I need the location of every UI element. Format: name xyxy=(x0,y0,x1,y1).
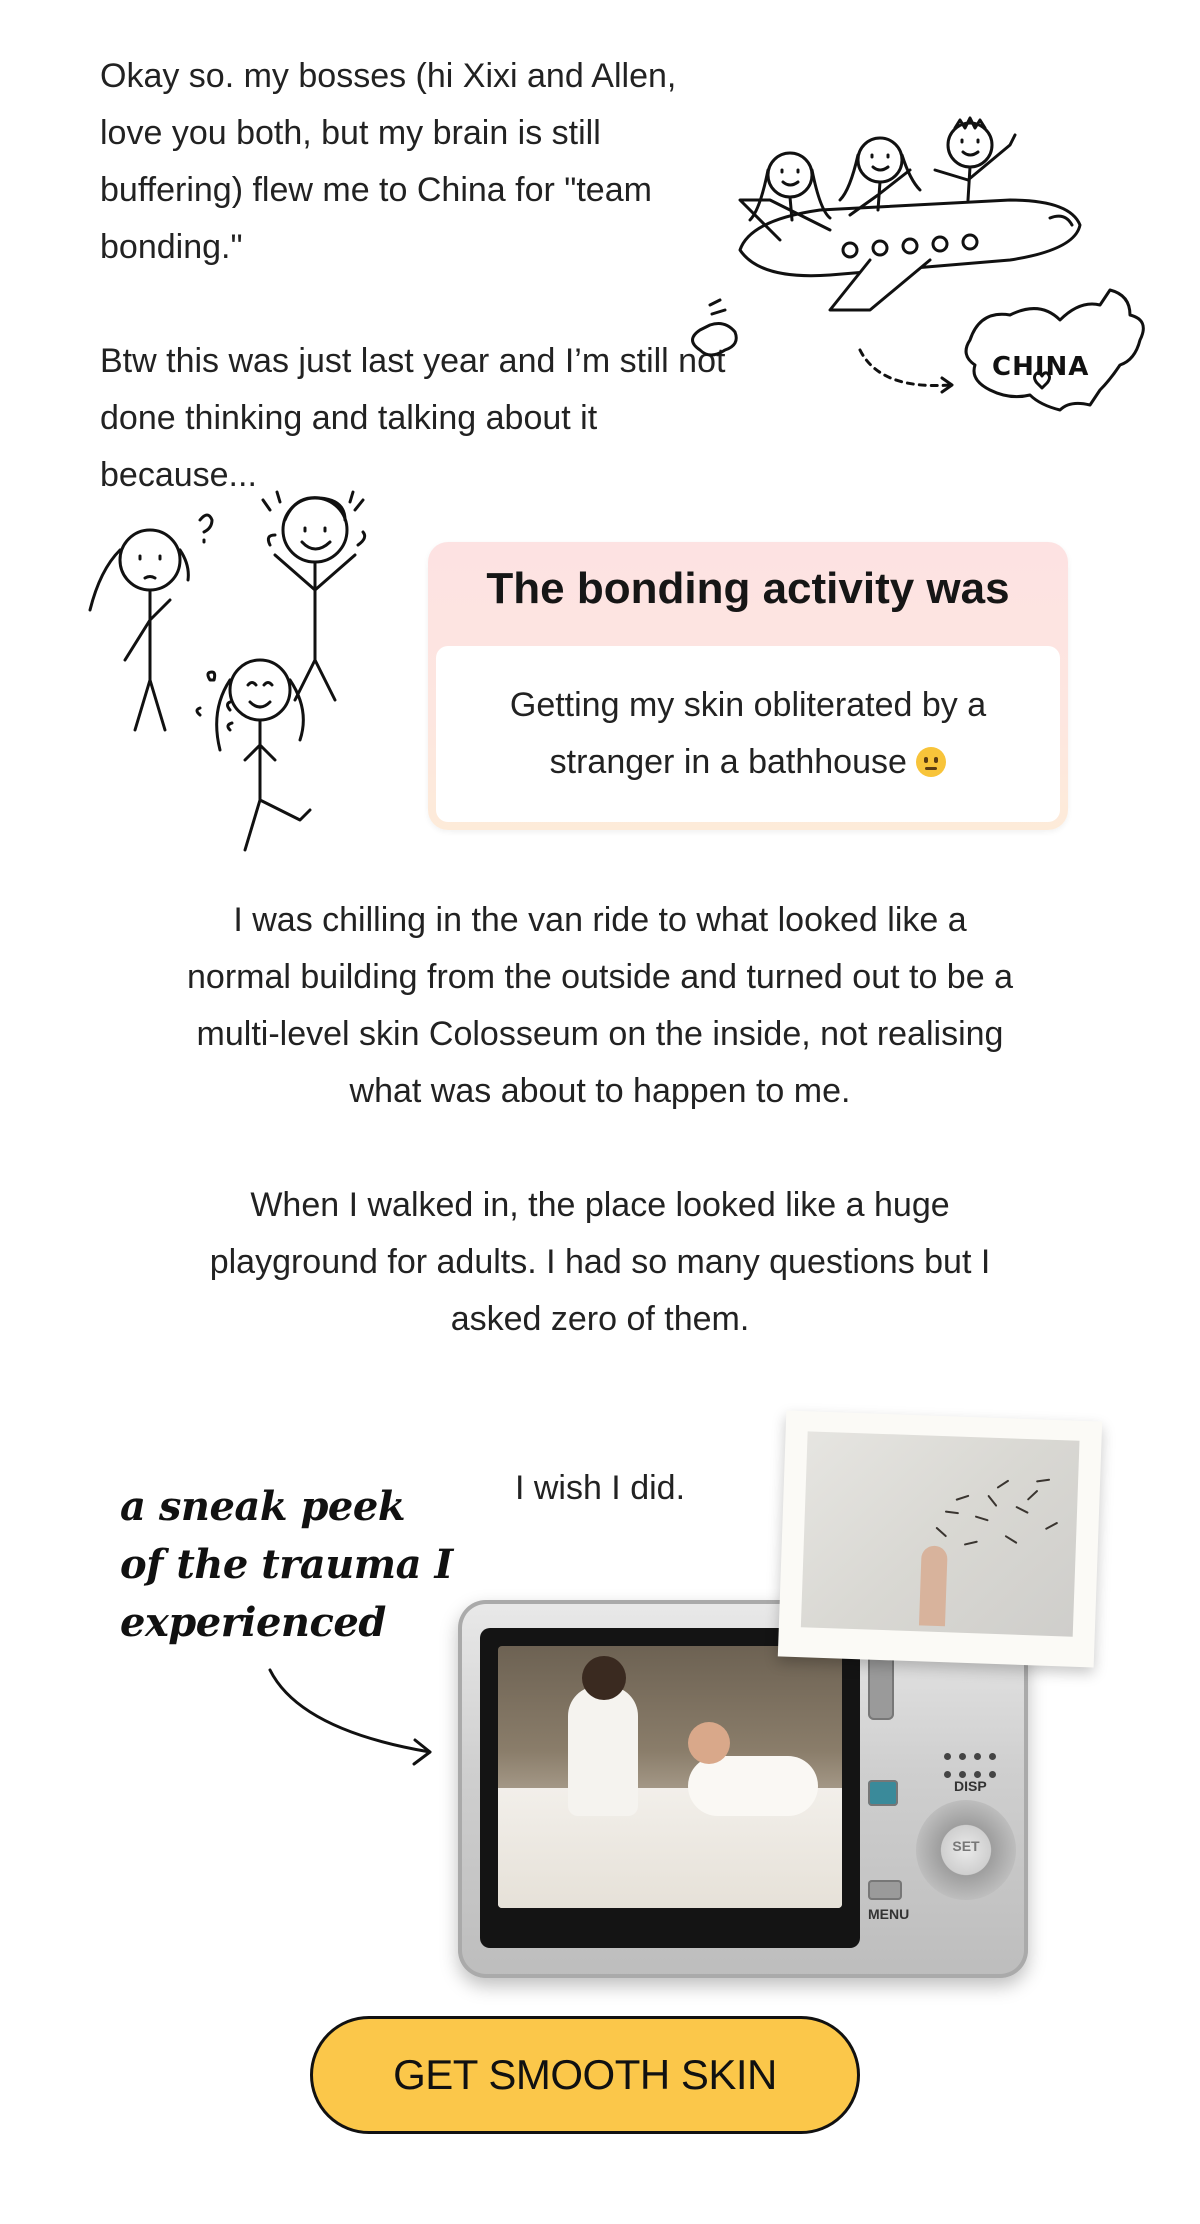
skin-flakes-photo xyxy=(801,1431,1080,1636)
three-friends-doodle xyxy=(80,480,400,860)
polaroid-photo xyxy=(778,1411,1102,1668)
sneak-peek-note xyxy=(120,1478,480,1652)
camera-menu-button xyxy=(868,1880,902,1900)
intro-paragraph-1: Okay so. my bosses (hi Xixi and Allen, love you both, but my brain is still buffering) flew me to China for "team bonding." xyxy=(100,57,677,266)
bathhouse-photo xyxy=(498,1646,842,1908)
curved-arrow-icon xyxy=(260,1660,440,1780)
finger xyxy=(919,1545,948,1626)
story-text xyxy=(180,892,1020,1348)
intro-text xyxy=(100,48,740,504)
card-title: The bonding activity was xyxy=(486,564,1010,613)
camera-zoom-button xyxy=(868,1650,894,1720)
camera-controls xyxy=(868,1640,1018,1960)
camera-set-dial xyxy=(916,1800,1016,1900)
card-body xyxy=(436,646,1060,822)
story-paragraph-1: I was chilling in the van ride to what looked like a normal building from the outside and turned out to be a multi-level skin Colosseum on the inside, not realising what was about to happen to me. xyxy=(187,901,1013,1110)
sneak-peek-line-3: experienced xyxy=(120,1599,386,1646)
camera-screen xyxy=(480,1628,860,1948)
card-body-text: Getting my skin obliterated by a stranger in a bathhouse xyxy=(509,686,987,781)
camera-disp-label: DISP xyxy=(954,1778,987,1794)
bonding-activity-card xyxy=(428,542,1068,830)
camera-play-button xyxy=(868,1780,898,1806)
neutral-face-emoji-icon xyxy=(916,747,946,777)
camera-set-label: SET xyxy=(952,1838,980,1854)
china-map-label: CHINA xyxy=(992,352,1090,382)
attendant-figure xyxy=(568,1686,638,1816)
get-smooth-skin-button[interactable]: GET SMOOTH SKIN xyxy=(310,2016,860,2134)
sneak-peek-line-1: a sneak peek xyxy=(120,1483,406,1530)
airplane-friends-illustration xyxy=(680,100,1180,460)
camera-menu-label: MENU xyxy=(868,1906,910,1922)
intro-paragraph-2: Btw this was just last year and I’m still not done thinking and talking about it because... xyxy=(100,342,726,494)
sneak-peek-line-2: of the trauma I xyxy=(120,1541,453,1588)
customer-figure xyxy=(688,1756,818,1816)
story-paragraph-2: When I walked in, the place looked like a huge playground for adults. I had so many questions but I asked zero of them. xyxy=(209,1186,991,1338)
wish-text: I wish I did. xyxy=(514,1469,686,1507)
